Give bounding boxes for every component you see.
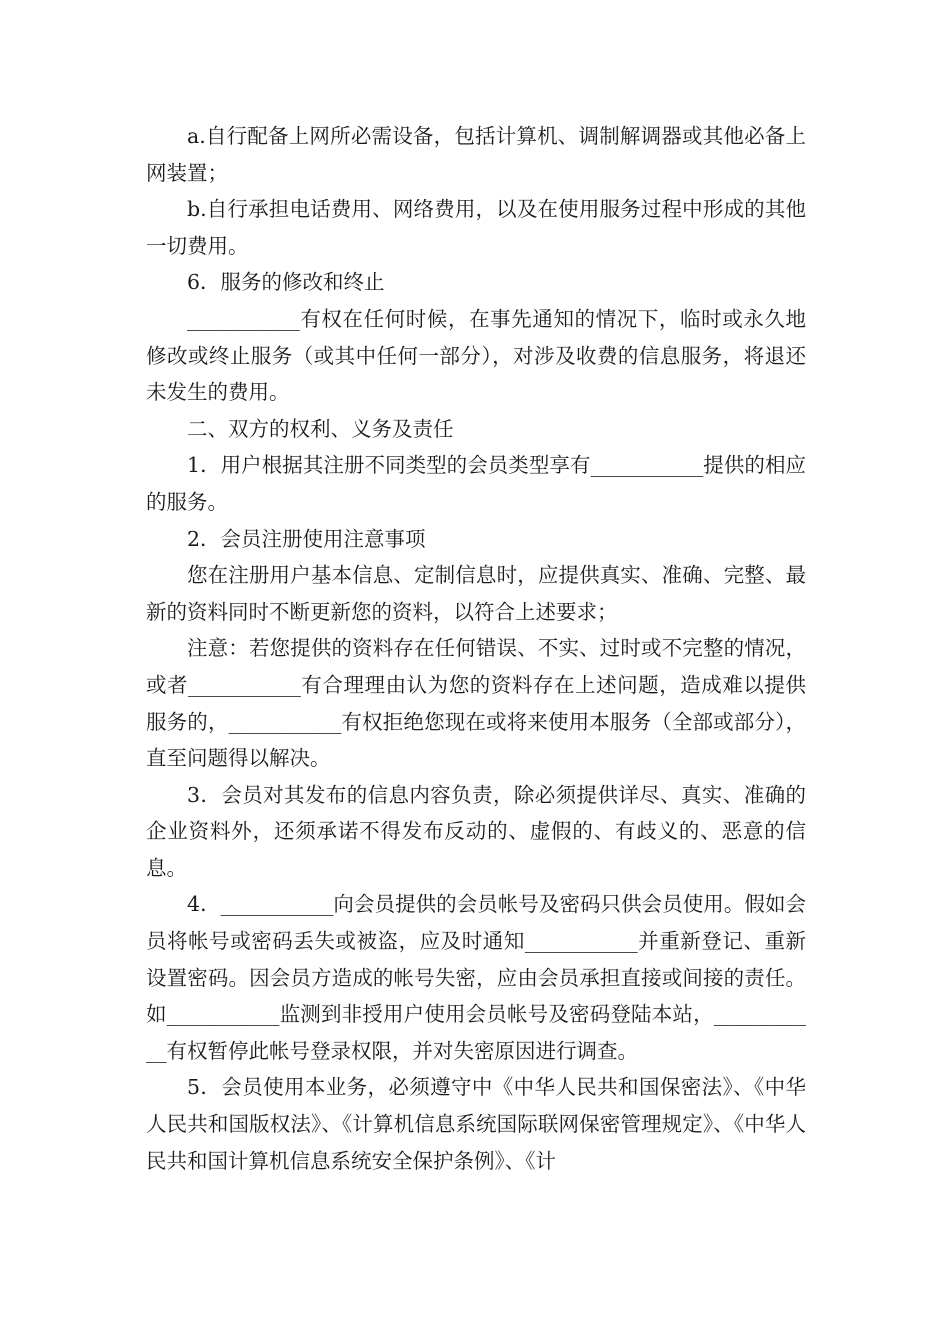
paragraph-registration-info: 您在注册用户基本信息、定制信息时，应提供真实、准确、完整、最新的资料同时不断更新您的资料，以符合上述要求； [146,563,806,624]
paragraph-costs: b.自行承担电话费用、网络费用，以及在使用服务过程中形成的其他一切费用。 [146,197,806,258]
paragraph-content-responsibility: 3．会员对其发布的信息内容负责，除必须提供详尽、真实、准确的企业资料外，还须承诺不得发布反动的、虚假的、有歧义的、恶意的信息。 [146,782,806,880]
paragraph-service-modification: ___________有权在任何时候，在事先通知的情况下，临时或永久地修改或终止服务（或其中任何一部分），对涉及收费的信息服务，将退还未发生的费用。 [146,306,806,405]
section-heading-rights-duties: 二、双方的权利、义务及责任 [187,416,454,441]
paragraph-legal-compliance: 5．会员使用本业务，必须遵守中《中华人民共和国保密法》、《中华人民共和国版权法》、《计算机信息系统国际联网保密管理规定》、《中华人民共和国计算机信息系统安全保护条例》、《计 [146,1075,806,1173]
section-heading-registration-notes: 2．会员注册使用注意事项 [187,526,426,551]
paragraph-equipment: a.自行配备上网所必需设备，包括计算机、调制解调器或其他必备上网装置； [146,124,806,185]
document-body [146,118,806,1179]
paragraph-registration-notice: 注意：若您提供的资料存在任何错误、不实、过时或不完整的情况，或者___________有合理理由认为您的资料存在上述问题，造成难以提供服务的，___________有权拒绝您现在或将来使用本服务（全部或部分），直至问题得以解决。 [146,636,806,771]
paragraph-account-security: 4．___________向会员提供的会员帐号及密码只供会员使用。假如会员将帐号或密码丢失或被盗，应及时通知___________并重新登记、重新设置密码。因会员方造成的帐号失密，应由会员承担直接或间接的责任。如___________监测到非授用户使用会员帐号及密码登陆本站，___________有权暂停此帐号登录权限，并对失密原因进行调查。 [146,892,806,1063]
section-heading-service-modification: 6．服务的修改和终止 [187,270,385,295]
paragraph-member-services: 1．用户根据其注册不同类型的会员类型享有___________提供的相应的服务。 [146,453,806,514]
